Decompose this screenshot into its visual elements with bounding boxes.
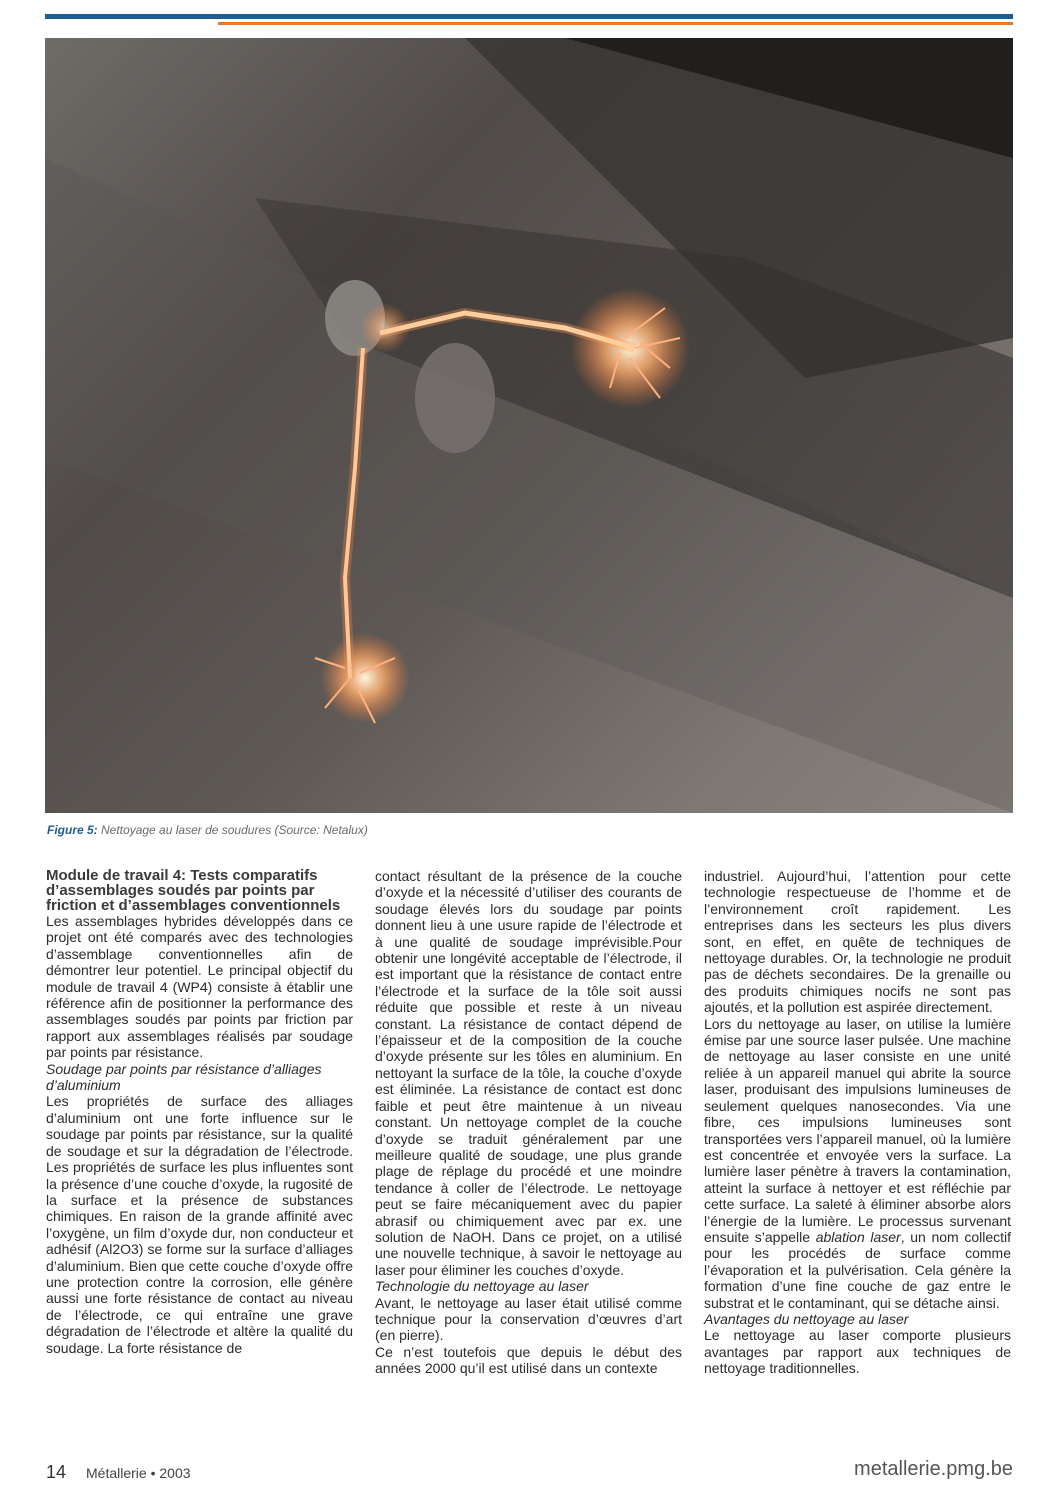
- top-rule-blue: [45, 14, 1013, 19]
- paragraph-contact-resistance: contact résultant de la présence de la couche d’oxyde et la nécessité d’utiliser des courants de soudage élevés lors du soudage par points donnent lieu à une usure rapide de l’électrode et à une qualité de soudage imprévisible.Pour obtenir une longévité acceptable de l’électrode, il est important que la résistance de contact entre l’électrode et la surface de la tôle soit aussi réduite que possible et reste à un niveau constant. La résistance de contact dépend de l’épaisseur et de la composition de la couche d’oxyde présente sur les tôles en aluminium. En nettoyant la surface de la tôle, la couche d’oxyde est éliminée. La résistance de contact est donc faible et peut être maintenue à un niveau constant. Un nettoyage complet de la couche d’oxyde se traduit généralement par une meilleure qualité de soudage, une plus grande plage de réplage du procédé et une moindre tendance à coller de l’électrode. Le nettoyage peut se faire mécaniquement avec du papier abrasif ou chimiquement avec par ex. une solution de NaOH. Dans ce projet, on a utilisé une nouvelle technique, à savoir le nettoyage au laser pour éliminer les couches d’oxyde.: [375, 868, 682, 1278]
- column-2: [375, 868, 682, 1377]
- paragraph-laser-2000s: Ce n’est toutefois que depuis le début des années 2000 qu’il est utilisé dans un contexte: [375, 1343, 682, 1377]
- subheading-resistance-spot-welding: [46, 1061, 353, 1094]
- column-1: [46, 868, 353, 1356]
- column-3: [704, 868, 1011, 1377]
- paragraph-wp4-intro: Les assemblages hybrides développés dans ce projet ont été comparés avec des technologies d’assemblage conventionnelles afin de démontrer leur potentiel. Le principal objectif du module de travail 4 (WP4) consiste à établir une référence afin de positionner la performance des assemblages soudés par points par friction par rapport aux assemblages réalisés par soudage par points par résistance.: [46, 913, 353, 1061]
- paragraph-laser-process: [704, 1016, 1011, 1311]
- subheading-laser-technology: [375, 1278, 682, 1294]
- paragraph-laser-process-text: Lors du nettoyage au laser, on utilise la lumière émise par une source laser pulsée. Une machine de nettoyage au laser consiste en une unité reliée à un appareil manuel qui abrite la source laser, produisant des impulsions lumineuses de seulement quelques nanosecondes. Via une fibre, ces impulsions lumineuses sont transportées vers l’appareil manuel, où la lumière est concentrée et envoyée vers la surface. La lumière laser pénètre à travers la contamination, atteint la surface à nettoyer et est réfléchie par cette surface. La saleté à éliminer absorbe alors l’énergie de la lumière. Le processus survenant ensuite s’appelle: [704, 1015, 1011, 1245]
- subheading-advantages-text: Avantages du nettoyage au laser: [704, 1310, 909, 1327]
- ablation-laser-term: ablation laser: [815, 1228, 901, 1245]
- photo-illustration: [45, 38, 1013, 813]
- paragraph-industrial-context: industriel. Aujourd’hui, l’attention pour cette technologie respectueuse de l’homme et de l’environnement croît rapidement. Les entreprises dans les secteurs les plus divers sont, en effet, en quête de techniques de nettoyage durables. Or, la technologie ne produit pas de déchets secondaires. De la grenaille ou des produits chimiques nocifs ne sont pas ajoutés, et la pollution est aspirée directement.: [704, 868, 1011, 1016]
- page-number: 14: [46, 1462, 67, 1482]
- section-heading-wp4: Module de travail 4: Tests comparatifs d’assemblages soudés par points par friction et d’assemblages conventionnels: [46, 867, 341, 914]
- top-rule-orange: [218, 22, 1013, 25]
- subheading-advantages: [704, 1311, 1011, 1327]
- paragraph-laser-history: Avant, le nettoyage au laser était utilisé comme technique pour la conservation d’œuvres d’art (en pierre).: [375, 1294, 682, 1344]
- figure-caption: [47, 823, 368, 837]
- subheading-laser-technology-text: Technologie du nettoyage au laser: [375, 1278, 589, 1295]
- figure-label: Figure 5:: [47, 823, 98, 837]
- laser-cleaning-photo: [45, 38, 1013, 813]
- website-url: metallerie.pmg.be: [854, 1458, 1013, 1480]
- paragraph-surface-properties: Les propriétés de surface des alliages d’aluminium ont une forte influence sur le soudage par points par résistance, sur la qualité de soudage et sur la dégradation de l’électrode. Les propriétés de surface les plus influentes sont la présence d’une couche d’oxyde, la rugosité de la surface et la présence de substances chimiques. En raison de la grande affinité avec l’oxygène, un film d’oxyde dur, non conducteur et adhésif (Al2O3) se forme sur la surface d’alliages d’aluminium. Bien que cette couche d’oxyde offre une protection contre la corrosion, elle génère aussi une forte résistance de contact au niveau de l’électrode, ce qui entraîne une grave dégradation de l’électrode et altère la qualité du soudage. La forte résistance de: [46, 1093, 353, 1356]
- figure-caption-text: Nettoyage au laser de soudures (Source: Netalux): [97, 823, 368, 837]
- paragraph-laser-process-end: , un nom collectif pour les procédés de surface comme l’évaporation et la pulvérisation. Cela génère la formation d’une fine couche de gaz entre le substrat et le contaminant, qui se détache ainsi.: [704, 1228, 1012, 1311]
- subheading-resistance-spot-welding-text: Soudage par points par résistance d’alliages d’aluminium: [46, 1060, 322, 1094]
- magazine-name: Métallerie • 2003: [86, 1465, 191, 1481]
- paragraph-advantages: Le nettoyage au laser comporte plusieurs avantages par rapport aux techniques de nettoyage traditionnelles.: [704, 1327, 1011, 1377]
